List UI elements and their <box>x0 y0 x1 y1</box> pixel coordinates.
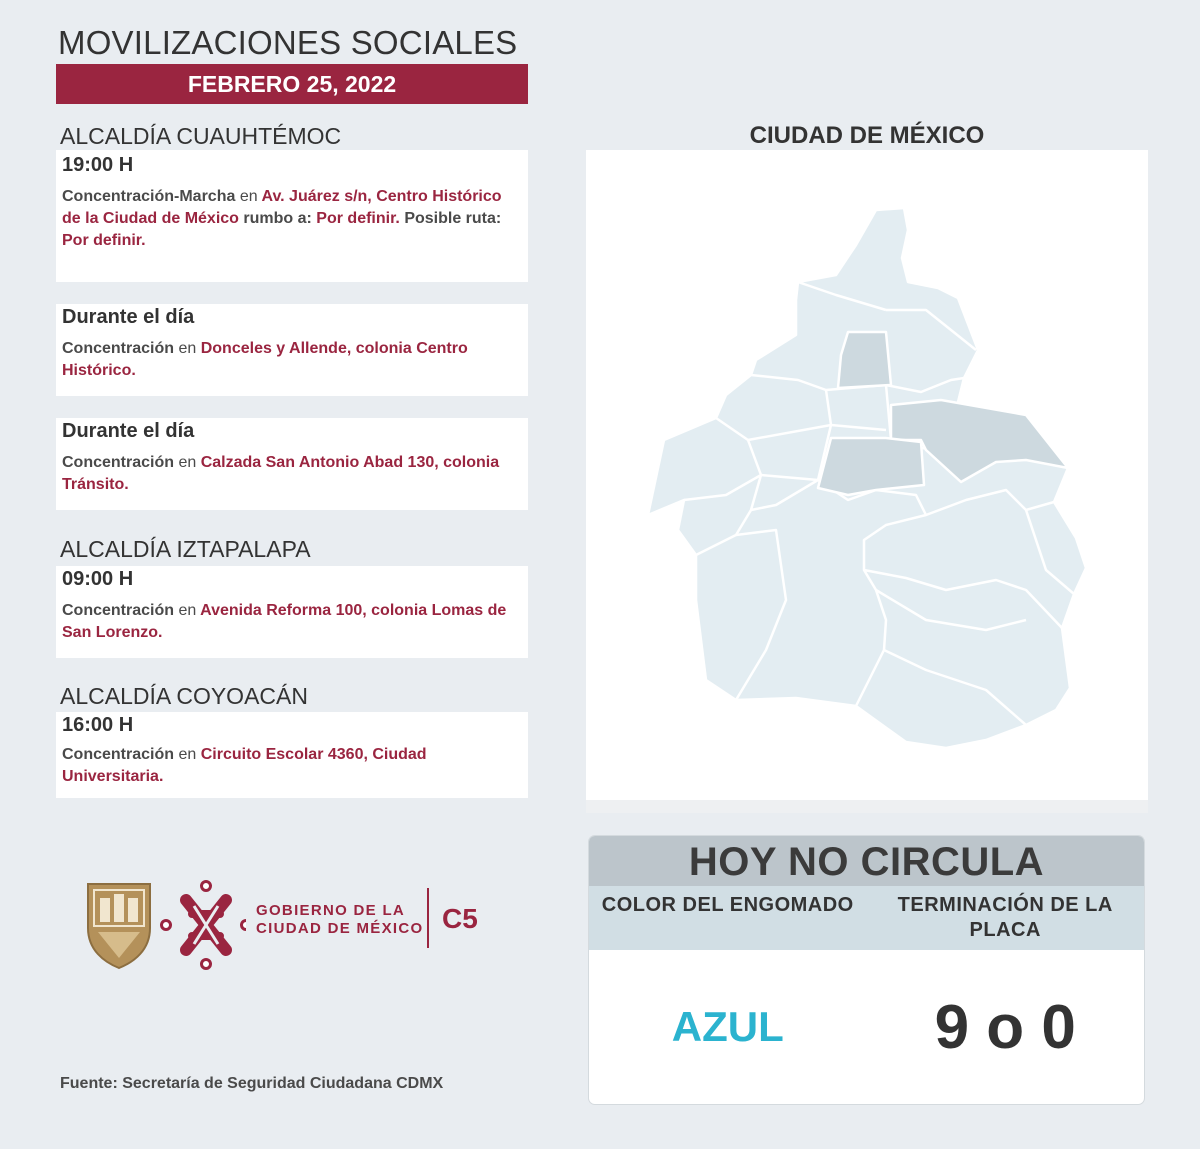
event-time: 19:00 H <box>62 154 134 176</box>
sticker-color-value: AZUL <box>671 1003 784 1050</box>
event-time: 09:00 H <box>62 568 134 590</box>
plate-ending-value: 9 o 0 <box>934 992 1076 1062</box>
source-footer: Fuente: Secretaría de Seguridad Ciudadana CDMX <box>60 1075 444 1092</box>
event-description: Concentración en Circuito Escolar 4360, Ciudad Universitaria. <box>62 746 427 785</box>
cdmx-map-svg <box>586 150 1148 800</box>
event-card <box>56 712 528 798</box>
plate-header: TERMINACIÓN DE LA PLACA <box>897 894 1113 941</box>
hoy-no-circula-panel <box>589 836 1144 1104</box>
hoy-no-circula-title: HOY NO CIRCULA <box>589 836 1144 886</box>
alcaldia-heading-cuauhtemoc: ALCALDÍA CUAUHTÉMOC <box>60 123 342 149</box>
event-card <box>56 304 528 396</box>
color-header: COLOR DEL ENGOMADO <box>601 894 854 916</box>
date-banner <box>56 64 528 104</box>
logos <box>86 880 246 972</box>
date-text: FEBRERO 25, 2022 <box>187 70 397 97</box>
gobierno-cdmx-wordmark: GOBIERNO DE LA CIUDAD DE MÉXICO <box>256 902 424 937</box>
map-region-cuauhtemoc <box>838 332 891 388</box>
page-title: MOVILIZACIONES SOCIALES <box>58 24 518 61</box>
hoy-no-circula-headers <box>589 886 1144 950</box>
hoy-no-circula-values <box>589 950 1144 1104</box>
event-card <box>56 418 528 510</box>
event-description: Concentración en Calzada San Antonio Abad 130, colonia Tránsito. <box>62 454 500 493</box>
map-region-benito-juarez <box>818 438 924 495</box>
alcaldia-heading-coyoacan: ALCALDÍA COYOACÁN <box>60 683 308 709</box>
map-title: CIUDAD DE MÉXICO <box>749 122 985 149</box>
alcaldia-heading-iztapalapa: ALCALDÍA IZTAPALAPA <box>60 536 311 562</box>
gobierno-cdmx-logo-icon <box>162 882 247 969</box>
cdmx-map <box>586 150 1148 813</box>
event-time: 16:00 H <box>62 714 134 736</box>
event-description: Concentración en Donceles y Allende, colonia Centro Histórico. <box>62 340 468 379</box>
logo-divider <box>427 888 429 948</box>
c5-logo: C5 <box>442 903 478 934</box>
event-description: Concentración-Marcha en Av. Juárez s/n, Centro Histórico de la Ciudad de México rumbo a: Por definir. Posible ruta: Por definir. <box>62 188 502 249</box>
event-description: Concentración en Avenida Reforma 100, colonia Lomas de San Lorenzo. <box>62 602 507 641</box>
event-time: Durante el día <box>62 306 195 328</box>
event-card <box>56 566 528 658</box>
event-card <box>56 150 528 282</box>
cdmx-shield-icon <box>88 884 150 968</box>
event-time: Durante el día <box>62 420 195 442</box>
